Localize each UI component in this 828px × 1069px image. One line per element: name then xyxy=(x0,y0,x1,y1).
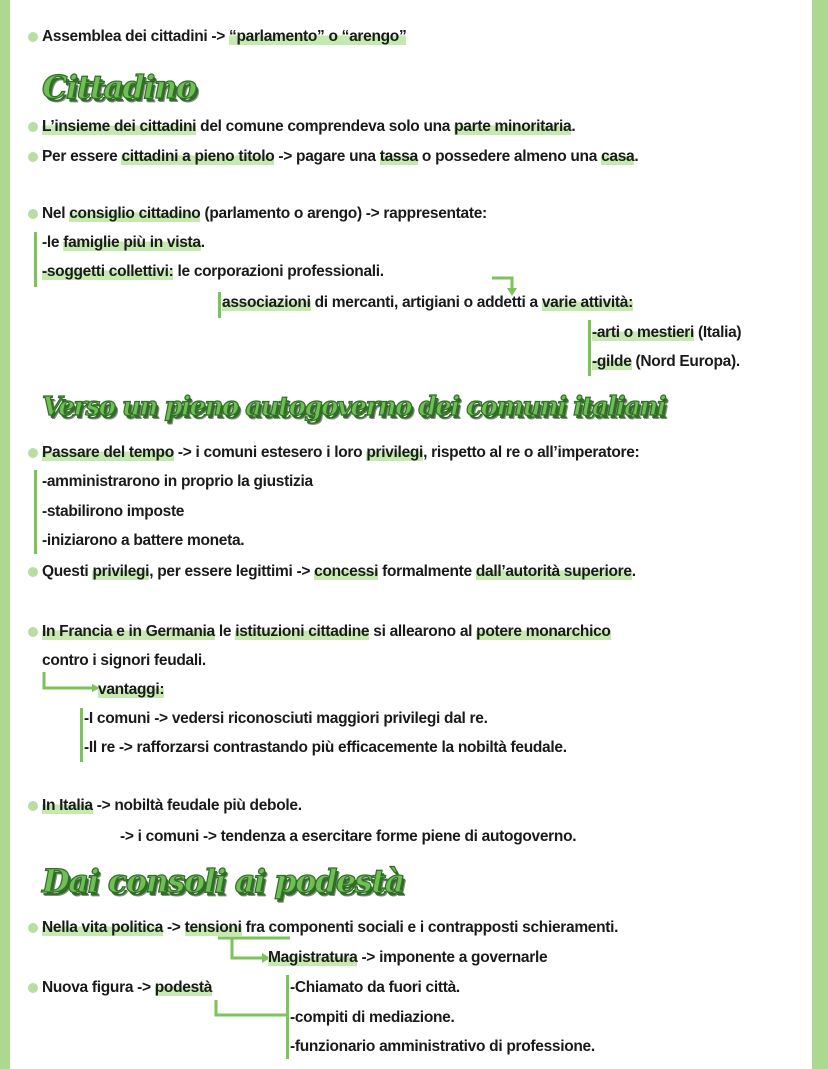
note-line xyxy=(42,977,212,999)
text-segment: (Nord Europa). xyxy=(631,353,740,370)
note-line xyxy=(42,146,638,168)
highlighted-text: concessi xyxy=(314,563,379,580)
note-line xyxy=(290,1036,595,1058)
highlighted-text: vantaggi: xyxy=(98,681,165,698)
highlighted-text: Passare del tempo xyxy=(42,444,174,461)
highlighted-text: varie attività: xyxy=(541,294,633,311)
note-line xyxy=(268,947,547,969)
note-line xyxy=(42,561,636,583)
highlighted-text: privilegi xyxy=(92,563,150,580)
bullet-icon xyxy=(28,152,38,162)
text-segment: . xyxy=(200,234,205,251)
highlighted-text: Nella vita politica xyxy=(42,919,163,936)
text-segment: -> i comuni -> tendenza a esercitare forme piene di autogoverno. xyxy=(120,828,577,845)
text-segment: Questi xyxy=(42,563,93,580)
text-segment: Nel xyxy=(42,205,70,222)
highlighted-text: -gilde xyxy=(592,353,632,370)
section-title-cittadino: Cittadino xyxy=(42,68,196,106)
highlighted-text: -arti o mestieri xyxy=(592,324,695,341)
text-segment: (Italia) xyxy=(694,324,742,341)
highlighted-text: privilegi xyxy=(366,444,424,461)
text-segment: -> pagare una xyxy=(274,148,380,165)
text-segment: contro i signori feudali. xyxy=(42,652,206,669)
text-segment: (parlamento o arengo) -> rappresentate: xyxy=(200,205,487,222)
text-segment: -stabilirono imposte xyxy=(42,503,185,520)
bullet-icon xyxy=(28,983,38,993)
connector-podesta xyxy=(216,1000,286,1015)
highlighted-text: cittadini a pieno titolo xyxy=(121,148,275,165)
highlighted-text: In Italia xyxy=(42,797,93,814)
section-title-autogoverno: Verso un pieno autogoverno dei comuni italiani xyxy=(42,392,666,422)
note-line xyxy=(42,261,384,283)
note-line xyxy=(592,322,741,344)
text-segment: . xyxy=(571,118,576,135)
note-line xyxy=(42,471,313,493)
text-segment: fra componenti sociali e i contrapposti schieramenti. xyxy=(241,919,619,936)
text-segment: , rispetto al re o all’imperatore: xyxy=(423,444,640,461)
highlighted-text: tensioni xyxy=(184,919,242,936)
highlighted-text: associazioni xyxy=(222,294,311,311)
highlighted-text: In Francia e in Germania xyxy=(42,623,215,640)
text-segment: formalmente xyxy=(378,563,476,580)
text-segment: . xyxy=(631,563,636,580)
highlighted-text: famiglie più in vista xyxy=(63,234,201,251)
note-line xyxy=(42,203,487,225)
text-segment: -> xyxy=(162,919,185,936)
highlighted-text: “parlamento” o “arengo” xyxy=(229,28,407,45)
bullet-icon xyxy=(28,801,38,811)
text-segment: Assemblea dei cittadini -> xyxy=(42,28,230,45)
note-line xyxy=(42,442,639,464)
text-segment: -compiti di mediazione. xyxy=(290,1009,455,1026)
highlighted-text: parte minoritaria xyxy=(454,118,572,135)
highlighted-text: istituzioni cittadine xyxy=(235,623,370,640)
bullet-icon xyxy=(28,32,38,42)
text-segment: , per essere legittimi -> xyxy=(149,563,315,580)
bullet-icon xyxy=(28,567,38,577)
note-line xyxy=(84,737,567,759)
note-line xyxy=(98,679,164,701)
section-title-podesta: Dai consoli ai podestà xyxy=(42,862,404,900)
text-segment: -> i comuni estesero i loro xyxy=(173,444,367,461)
highlighted-text: tassa xyxy=(379,148,418,165)
note-line xyxy=(42,621,611,643)
highlighted-text: consiglio cittadino xyxy=(69,205,201,222)
text-segment: -I comuni -> vedersi riconosciuti maggiori privilegi dal re. xyxy=(84,710,488,727)
text-segment: le xyxy=(214,623,236,640)
note-line xyxy=(42,917,618,939)
bullet-icon xyxy=(28,923,38,933)
bullet-icon xyxy=(28,627,38,637)
text-segment: del comune comprendeva solo una xyxy=(196,118,455,135)
bullet-icon xyxy=(28,209,38,219)
text-segment: o possedere almeno una xyxy=(417,148,602,165)
text-segment: -> imponente a governarle xyxy=(357,949,548,966)
note-line xyxy=(222,292,633,314)
note-line xyxy=(42,232,205,254)
bullet-icon xyxy=(28,122,38,132)
note-line xyxy=(592,351,740,373)
highlighted-text: Magistratura xyxy=(268,949,358,966)
text-segment: Per essere xyxy=(42,148,122,165)
highlighted-text: podestà xyxy=(154,979,213,996)
highlighted-text: dall’autorità superiore xyxy=(475,563,632,580)
highlighted-text: casa xyxy=(601,148,635,165)
text-segment: -funzionario amministrativo di professione. xyxy=(290,1038,595,1055)
text-segment: -Il re -> rafforzarsi contrastando più efficacemente la nobiltà feudale. xyxy=(84,739,567,756)
text-segment: -Chiamato da fuori città. xyxy=(290,979,460,996)
text-segment: -amministrarono in proprio la giustizia xyxy=(42,473,313,490)
text-segment: -le xyxy=(42,234,64,251)
text-segment: . xyxy=(634,148,639,165)
text-segment: si allearono al xyxy=(369,623,477,640)
arrow-vantaggi xyxy=(44,672,92,688)
text-segment: -> nobiltà feudale più debole. xyxy=(92,797,302,814)
highlighted-text: potere monarchico xyxy=(476,623,611,640)
note-line xyxy=(290,1007,454,1029)
note-line xyxy=(84,708,488,730)
highlighted-text: L’insieme dei cittadini xyxy=(42,118,197,135)
note-line xyxy=(42,530,244,552)
note-line xyxy=(290,977,460,999)
text-segment: di mercanti, artigiani o addetti a xyxy=(310,294,542,311)
note-line xyxy=(42,26,406,48)
text-segment: le corporazioni professionali. xyxy=(173,263,384,280)
note-line xyxy=(42,795,302,817)
text-segment: -iniziarono a battere moneta. xyxy=(42,532,245,549)
note-line xyxy=(42,501,184,523)
note-line xyxy=(42,650,206,672)
highlighted-text: -soggetti collettivi: xyxy=(42,263,174,280)
text-segment: Nuova figura -> xyxy=(42,979,155,996)
note-line xyxy=(120,826,576,848)
note-line xyxy=(42,116,575,138)
bullet-icon xyxy=(28,448,38,458)
